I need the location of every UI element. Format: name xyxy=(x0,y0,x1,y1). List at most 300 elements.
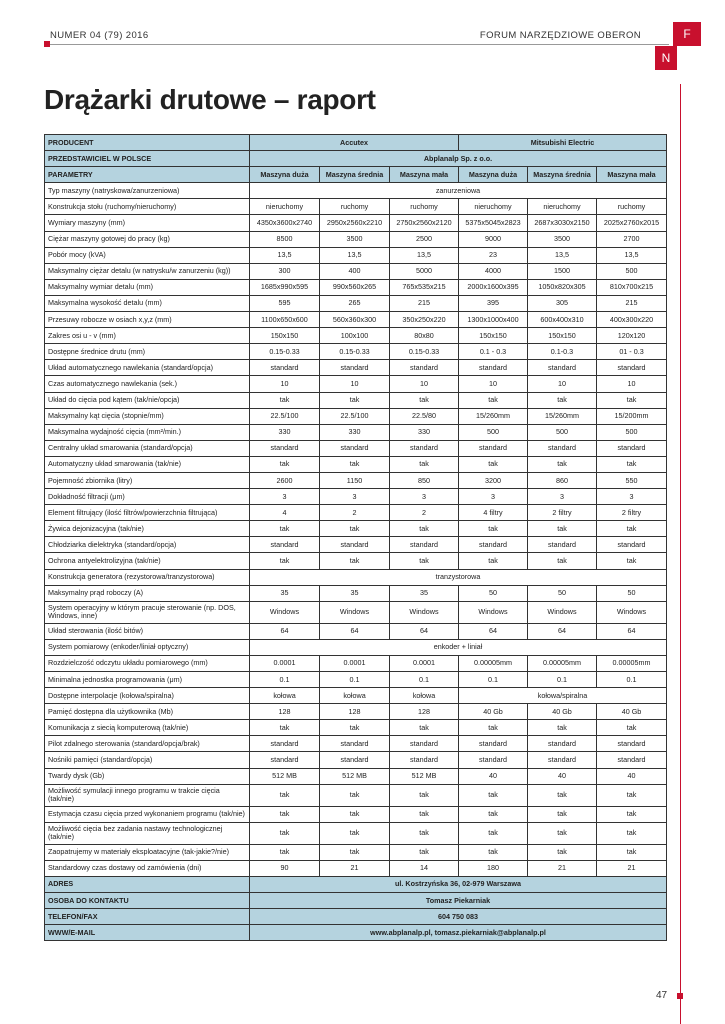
row-value: 150x150 xyxy=(528,328,597,344)
row-value: standard xyxy=(390,360,459,376)
row-value: tak xyxy=(320,392,390,408)
row-value: standard xyxy=(597,360,667,376)
row-label: Czas automatycznego nawlekania (sek.) xyxy=(45,376,250,392)
row-value: 150x150 xyxy=(250,328,320,344)
row-value: 3500 xyxy=(320,231,390,247)
row-value: 500 xyxy=(597,424,667,440)
row-value: 350x250x220 xyxy=(390,312,459,328)
row-value: 860 xyxy=(528,472,597,488)
row-label: Układ sterowania (ilość bitów) xyxy=(45,623,250,639)
row-value: 13,5 xyxy=(597,247,667,263)
row-value: 22.5/100 xyxy=(320,408,390,424)
row-value: tak xyxy=(597,784,667,806)
row-value: tak xyxy=(597,806,667,822)
row-value: 3 xyxy=(597,489,667,505)
row-label: Zaopatrujemy w materiały eksploatacyjne (tak-jakie?/nie) xyxy=(45,844,250,860)
row-label: System pomiarowy (enkoder/liniał optyczny) xyxy=(45,639,250,655)
row-value: 40 xyxy=(597,768,667,784)
row-value: 0.00005mm xyxy=(528,655,597,671)
row-label: Zakres osi u - v (mm) xyxy=(45,328,250,344)
row-value: 64 xyxy=(528,623,597,639)
row-value: tak xyxy=(250,456,320,472)
row-value: 4350x3600x2740 xyxy=(250,215,320,231)
row-label: Element filtrujący (ilość filtrów/powierzchnia filtrująca) xyxy=(45,505,250,521)
row-label: Możliwość cięcia bez zadania nastawy technologicznej (tak/nie) xyxy=(45,822,250,844)
header-divider xyxy=(44,44,669,45)
row-value: tak xyxy=(390,456,459,472)
row-value: 330 xyxy=(250,424,320,440)
issue-label: NUMER 04 (79) 2016 xyxy=(50,30,149,41)
row-value: nieruchomy xyxy=(528,199,597,215)
row-value: 10 xyxy=(459,376,528,392)
row-value: 500 xyxy=(597,263,667,279)
producer-label: PRODUCENT xyxy=(45,135,250,151)
row-value: standard xyxy=(320,736,390,752)
row-value: 2025x2760x2015 xyxy=(597,215,667,231)
table-row xyxy=(45,231,667,247)
row-value: tak xyxy=(320,806,390,822)
table-row xyxy=(45,247,667,263)
row-value: standard xyxy=(528,360,597,376)
row-value: standard xyxy=(459,736,528,752)
contact-label: OSOBA DO KONTAKTU xyxy=(45,893,250,909)
row-value: 595 xyxy=(250,295,320,311)
row-value: ruchomy xyxy=(390,199,459,215)
table-row xyxy=(45,537,667,553)
row-value: tak xyxy=(390,392,459,408)
row-value: 10 xyxy=(320,376,390,392)
row-value: 8500 xyxy=(250,231,320,247)
table-row xyxy=(45,844,667,860)
table-row xyxy=(45,639,667,655)
row-value: 0.1 - 0.3 xyxy=(459,344,528,360)
row-label: Pamięć dostępna dla użytkownika (Mb) xyxy=(45,704,250,720)
page-accent-square xyxy=(677,993,683,999)
row-value: 128 xyxy=(390,704,459,720)
row-label: Twardy dysk (Gb) xyxy=(45,768,250,784)
row-label: Maksymalny kąt cięcia (stopnie/mm) xyxy=(45,408,250,424)
row-label: Możliwość symulacji innego programu w trakcie cięcia (tak/nie) xyxy=(45,784,250,806)
row-value: 1500 xyxy=(528,263,597,279)
table-row xyxy=(45,784,667,806)
row-value: tak xyxy=(597,822,667,844)
row-value: 512 MB xyxy=(320,768,390,784)
row-value: 13,5 xyxy=(528,247,597,263)
row-value: tak xyxy=(528,720,597,736)
row-value: 22.5/100 xyxy=(250,408,320,424)
row-label: Układ do cięcia pod kątem (tak/nie/opcja) xyxy=(45,392,250,408)
row-value: 64 xyxy=(250,623,320,639)
row-value: standard xyxy=(528,537,597,553)
row-value: Windows xyxy=(320,601,390,623)
header-accent-square xyxy=(44,41,50,47)
table-row xyxy=(45,688,667,704)
row-value: 10 xyxy=(390,376,459,392)
row-value: 23 xyxy=(459,247,528,263)
table-row xyxy=(45,553,667,569)
row-value: kołowa xyxy=(320,688,390,704)
row-value: 0.1 xyxy=(390,672,459,688)
row-value: 120x120 xyxy=(597,328,667,344)
row-value: 2 filtry xyxy=(597,505,667,521)
row-value: 13,5 xyxy=(250,247,320,263)
table-row xyxy=(45,601,667,623)
row-value: 0.15-0.33 xyxy=(390,344,459,360)
table-row xyxy=(45,521,667,537)
row-value: 3200 xyxy=(459,472,528,488)
row-label: Typ maszyny (natryskowa/zanurzeniowa) xyxy=(45,183,250,199)
row-value: 22.5/80 xyxy=(390,408,459,424)
row-value: tak xyxy=(459,720,528,736)
row-value: standard xyxy=(390,537,459,553)
row-value: standard xyxy=(250,440,320,456)
row-value: tak xyxy=(459,553,528,569)
row-value: 5000 xyxy=(390,263,459,279)
row-value: 215 xyxy=(597,295,667,311)
row-value: 400x300x220 xyxy=(597,312,667,328)
row-value: 1100x650x600 xyxy=(250,312,320,328)
table-row xyxy=(45,505,667,521)
row-value: tak xyxy=(528,784,597,806)
row-label: Centralny układ smarowania (standard/opcja) xyxy=(45,440,250,456)
row-value: 2950x2560x2210 xyxy=(320,215,390,231)
row-value: 500 xyxy=(459,424,528,440)
row-label: Rozdzielczość odczytu układu pomiarowego (mm) xyxy=(45,655,250,671)
row-value: tak xyxy=(390,844,459,860)
row-value: 40 Gb xyxy=(528,704,597,720)
row-label: Ochrona antyelektrolizyjna (tak/nie) xyxy=(45,553,250,569)
table-row xyxy=(45,199,667,215)
contact-row xyxy=(45,876,667,892)
row-value: 305 xyxy=(528,295,597,311)
row-label: Nośniki pamięci (standard/opcja) xyxy=(45,752,250,768)
row-value: 3 xyxy=(459,489,528,505)
row-value-span: zanurzeniowa xyxy=(250,183,667,199)
row-value: 15/200mm xyxy=(597,408,667,424)
table-row xyxy=(45,585,667,601)
contact-row xyxy=(45,909,667,925)
row-value: 600x400x310 xyxy=(528,312,597,328)
row-label: Minimalna jednostka programowania (μm) xyxy=(45,672,250,688)
row-value: tak xyxy=(250,720,320,736)
row-value: 0.0001 xyxy=(390,655,459,671)
table-row xyxy=(45,424,667,440)
page-number: 47 xyxy=(656,990,668,1001)
table-row xyxy=(45,328,667,344)
row-value: tak xyxy=(250,521,320,537)
row-value: Windows xyxy=(459,601,528,623)
magazine-name: FORUM NARZĘDZIOWE OBERON xyxy=(479,30,641,41)
row-label: Układ automatycznego nawlekania (standard/opcja) xyxy=(45,360,250,376)
row-value: 35 xyxy=(320,585,390,601)
row-value: standard xyxy=(528,752,597,768)
row-value: 150x150 xyxy=(459,328,528,344)
row-value: tak xyxy=(459,784,528,806)
row-value: tak xyxy=(597,720,667,736)
row-value: tak xyxy=(250,784,320,806)
contact-label: TELEFON/FAX xyxy=(45,909,250,925)
row-value: tak xyxy=(320,822,390,844)
row-value: 810x700x215 xyxy=(597,279,667,295)
row-value: standard xyxy=(250,360,320,376)
row-value: 80x80 xyxy=(390,328,459,344)
row-value: nieruchomy xyxy=(250,199,320,215)
table-row xyxy=(45,440,667,456)
row-value: 0.1 xyxy=(597,672,667,688)
row-value: standard xyxy=(320,360,390,376)
row-value: 21 xyxy=(597,860,667,876)
row-value: 64 xyxy=(597,623,667,639)
row-value-span: tranzystorowa xyxy=(250,569,667,585)
row-value: 90 xyxy=(250,860,320,876)
row-value: 330 xyxy=(320,424,390,440)
row-value: 64 xyxy=(390,623,459,639)
row-value: tak xyxy=(390,784,459,806)
table-row xyxy=(45,569,667,585)
table-row xyxy=(45,672,667,688)
row-value: 265 xyxy=(320,295,390,311)
row-value: 1300x1000x400 xyxy=(459,312,528,328)
row-value: standard xyxy=(250,537,320,553)
row-value: tak xyxy=(459,822,528,844)
row-value: standard xyxy=(459,752,528,768)
table-row xyxy=(45,312,667,328)
row-value: tak xyxy=(528,822,597,844)
row-value: 10 xyxy=(250,376,320,392)
row-value: 64 xyxy=(459,623,528,639)
row-value: tak xyxy=(597,521,667,537)
section-tab-n: N xyxy=(655,46,677,70)
row-label: Dokładność filtracji (μm) xyxy=(45,489,250,505)
row-value-span: enkoder + liniał xyxy=(250,639,667,655)
row-value: standard xyxy=(320,440,390,456)
row-value: tak xyxy=(320,844,390,860)
row-value: tak xyxy=(597,456,667,472)
row-value: 765x535x215 xyxy=(390,279,459,295)
row-value: standard xyxy=(459,440,528,456)
row-value: tak xyxy=(528,844,597,860)
row-value: tak xyxy=(320,521,390,537)
row-value: 3 xyxy=(320,489,390,505)
section-tab-f: F xyxy=(673,22,701,46)
row-label: Estymacja czasu cięcia przed wykonaniem programu (tak/nie) xyxy=(45,806,250,822)
row-value: tak xyxy=(528,392,597,408)
row-value: tak xyxy=(390,720,459,736)
row-label: Chłodziarka dielektryka (standard/opcja) xyxy=(45,537,250,553)
row-value: 14 xyxy=(390,860,459,876)
row-value: 2 xyxy=(320,505,390,521)
contact-value: www.abplanalp.pl, tomasz.piekarniak@abplanalp.pl xyxy=(250,925,667,941)
producer-row xyxy=(45,135,667,151)
params-header-row xyxy=(45,167,667,183)
contact-label: WWW/E-MAIL xyxy=(45,925,250,941)
row-value: 3 xyxy=(528,489,597,505)
row-value: 395 xyxy=(459,295,528,311)
table-row xyxy=(45,295,667,311)
table-row xyxy=(45,344,667,360)
row-label: Pilot zdalnego sterowania (standard/opcja/brak) xyxy=(45,736,250,752)
row-label: Przesuwy robocze w osiach x,y,z (mm) xyxy=(45,312,250,328)
row-value: 2750x2560x2120 xyxy=(390,215,459,231)
row-value: tak xyxy=(528,553,597,569)
row-value: tak xyxy=(320,784,390,806)
row-value: 2500 xyxy=(390,231,459,247)
row-label: Maksymalny prąd roboczy (A) xyxy=(45,585,250,601)
row-label: Ciężar maszyny gotowej do pracy (kg) xyxy=(45,231,250,247)
representative-value: Abplanalp Sp. z o.o. xyxy=(250,151,667,167)
row-value: 4 filtry xyxy=(459,505,528,521)
row-value: 0.00005mm xyxy=(459,655,528,671)
row-value: standard xyxy=(390,752,459,768)
row-value: 512 MB xyxy=(390,768,459,784)
contact-row xyxy=(45,893,667,909)
table-row xyxy=(45,376,667,392)
row-value: 15/260mm xyxy=(528,408,597,424)
row-value: tak xyxy=(250,806,320,822)
row-label: Konstrukcja stołu (ruchomy/nieruchomy) xyxy=(45,199,250,215)
table-row xyxy=(45,263,667,279)
table-row xyxy=(45,704,667,720)
row-value: 3 xyxy=(250,489,320,505)
row-label: Pobór mocy (kVA) xyxy=(45,247,250,263)
table-row xyxy=(45,752,667,768)
row-value: 50 xyxy=(528,585,597,601)
row-value: 0.1 xyxy=(320,672,390,688)
row-value: tak xyxy=(597,553,667,569)
row-value: standard xyxy=(528,440,597,456)
row-value: 128 xyxy=(250,704,320,720)
row-value: Windows xyxy=(250,601,320,623)
table-row xyxy=(45,736,667,752)
row-value: ruchomy xyxy=(597,199,667,215)
row-label: Automatyczny układ smarowania (tak/nie) xyxy=(45,456,250,472)
row-value: 2700 xyxy=(597,231,667,247)
row-value: 10 xyxy=(597,376,667,392)
row-value: nieruchomy xyxy=(459,199,528,215)
representative-row xyxy=(45,151,667,167)
row-value: tak xyxy=(250,844,320,860)
row-value: tak xyxy=(528,521,597,537)
row-value: standard xyxy=(390,440,459,456)
contact-label: ADRES xyxy=(45,876,250,892)
model-header: Maszyna średnia xyxy=(320,167,390,183)
row-value: 0.00005mm xyxy=(597,655,667,671)
row-value: standard xyxy=(320,537,390,553)
row-value: 64 xyxy=(320,623,390,639)
row-value: tak xyxy=(459,456,528,472)
table-row xyxy=(45,623,667,639)
row-value: tak xyxy=(320,720,390,736)
row-value: 0.15-0.33 xyxy=(250,344,320,360)
row-value: 21 xyxy=(320,860,390,876)
contact-value: ul. Kostrzyńska 36, 02-979 Warszawa xyxy=(250,876,667,892)
row-value: 40 Gb xyxy=(459,704,528,720)
row-value: standard xyxy=(597,752,667,768)
contact-value: Tomasz Piekarniak xyxy=(250,893,667,909)
row-label: Dostępne średnice drutu (mm) xyxy=(45,344,250,360)
row-label: Maksymalny ciężar detalu (w natrysku/w zanurzeniu (kg)) xyxy=(45,263,250,279)
row-value: 2 xyxy=(390,505,459,521)
row-value: 990x560x265 xyxy=(320,279,390,295)
row-value: 40 xyxy=(459,768,528,784)
row-value: 1050x820x305 xyxy=(528,279,597,295)
row-value: Windows xyxy=(597,601,667,623)
table-row xyxy=(45,655,667,671)
row-label: Pojemność zbiornika (litry) xyxy=(45,472,250,488)
row-value: tak xyxy=(597,392,667,408)
row-value: tak xyxy=(528,806,597,822)
row-value: 1685x990x595 xyxy=(250,279,320,295)
row-label: Wymiary maszyny (mm) xyxy=(45,215,250,231)
row-value: 0.1-0.3 xyxy=(528,344,597,360)
table-row xyxy=(45,456,667,472)
row-value: 9000 xyxy=(459,231,528,247)
row-value: 100x100 xyxy=(320,328,390,344)
row-value: tak xyxy=(459,521,528,537)
row-value: standard xyxy=(459,537,528,553)
row-value: tak xyxy=(320,456,390,472)
row-value: standard xyxy=(459,360,528,376)
row-value: kołowa xyxy=(390,688,459,704)
row-value: 3 xyxy=(390,489,459,505)
model-header: Maszyna duża xyxy=(459,167,528,183)
row-value: 50 xyxy=(597,585,667,601)
row-value: 215 xyxy=(390,295,459,311)
row-value: 400 xyxy=(320,263,390,279)
row-value: 40 Gb xyxy=(597,704,667,720)
model-header: Maszyna średnia xyxy=(528,167,597,183)
row-value: 128 xyxy=(320,704,390,720)
row-value: 0.1 xyxy=(250,672,320,688)
table-row xyxy=(45,215,667,231)
row-value: tak xyxy=(459,844,528,860)
row-value: 1150 xyxy=(320,472,390,488)
row-value: 4000 xyxy=(459,263,528,279)
row-value: 3500 xyxy=(528,231,597,247)
row-value: tak xyxy=(597,844,667,860)
table-row xyxy=(45,822,667,844)
row-value: tak xyxy=(250,822,320,844)
row-label: System operacyjny w którym pracuje sterowanie (np. DOS, Windows, inne) xyxy=(45,601,250,623)
table-row xyxy=(45,768,667,784)
model-header: Maszyna mała xyxy=(597,167,667,183)
page-title: Drążarki drutowe – raport xyxy=(44,84,376,115)
row-label: Dostępne interpolacje (kołowa/spiralna) xyxy=(45,688,250,704)
row-value: 2000x1600x395 xyxy=(459,279,528,295)
row-value: tak xyxy=(390,806,459,822)
row-value: 35 xyxy=(250,585,320,601)
row-value: 13,5 xyxy=(320,247,390,263)
producer-mitsubishi: Mitsubishi Electric xyxy=(459,135,667,151)
representative-label: PRZEDSTAWICIEL W POLSCE xyxy=(45,151,250,167)
row-value: standard xyxy=(250,752,320,768)
row-label: Żywica dejonizacyjna (tak/nie) xyxy=(45,521,250,537)
margin-rule xyxy=(680,84,681,1024)
table-row xyxy=(45,720,667,736)
model-header: Maszyna duża xyxy=(250,167,320,183)
row-value-span: kołowa/spiralna xyxy=(459,688,667,704)
row-value: ruchomy xyxy=(320,199,390,215)
row-value: tak xyxy=(459,392,528,408)
row-value: 5375x5045x2823 xyxy=(459,215,528,231)
row-value: 0.1 xyxy=(528,672,597,688)
row-value: 50 xyxy=(459,585,528,601)
row-value: tak xyxy=(390,822,459,844)
row-value: 300 xyxy=(250,263,320,279)
comparison-table xyxy=(44,134,667,941)
producer-accutex: Accutex xyxy=(250,135,459,151)
row-value: 0.15-0.33 xyxy=(320,344,390,360)
